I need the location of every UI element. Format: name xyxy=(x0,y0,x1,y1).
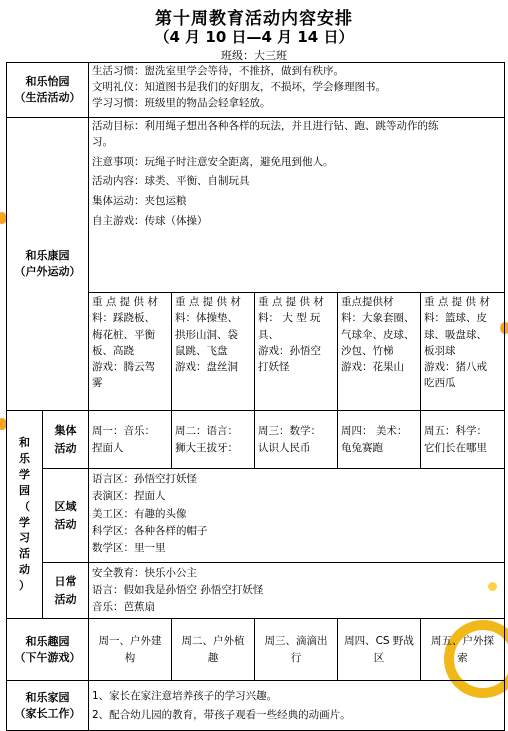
list-item: 习。 xyxy=(92,135,113,148)
list-item: 自主游戏：传球（体操） xyxy=(92,214,208,227)
list-item: 1、家长在家注意培养孩子的学习兴趣。 xyxy=(92,690,278,703)
page-title: 第十周教育活动内容安排 xyxy=(155,9,353,29)
learning-group-row xyxy=(7,411,505,469)
group-activity-label: 集体 活动 xyxy=(43,411,89,469)
list-item: 生活习惯：盥洗室里学会等待，不推挤，做到有秩序。 xyxy=(92,65,344,77)
area-activity-content xyxy=(89,469,505,563)
fun-day-3: 周三、滴滴出 行 xyxy=(255,619,338,681)
schedule-table xyxy=(6,62,505,731)
daily-activity-label: 日常 活动 xyxy=(43,563,89,619)
outdoor-content xyxy=(89,118,505,293)
class-name: 班级：大三班 xyxy=(221,49,287,62)
list-item: 数学区：里一里 xyxy=(92,542,166,555)
list-item: 表演区：捏面人 xyxy=(92,490,166,503)
list-item: 学习习惯：班级里的物品会轻拿轻放。 xyxy=(92,96,271,109)
station-5: 重 点 提 供 材 料：篮球、皮 球、吸盘球、 板羽球 游戏：猪八戒 吃西瓜 xyxy=(421,293,505,411)
life-label: 和乐怡园 （生活活动） xyxy=(7,63,89,118)
list-item: 美工区：有趣的头像 xyxy=(92,507,187,520)
outdoor-label: 和乐康园 （户外运动） xyxy=(7,118,89,411)
group-day-3: 周三：数学： 认识人民币 xyxy=(255,411,338,469)
home-row xyxy=(7,681,505,731)
list-item: 安全教育：快乐小公主 xyxy=(92,567,197,579)
group-day-4: 周四： 美术： 龟兔赛跑 xyxy=(338,411,421,469)
group-day-5: 周五：科学： 它们长在哪里 xyxy=(421,411,505,469)
daily-activity-content xyxy=(89,563,505,619)
list-item: 注意事项：玩绳子时注意安全距离，避免甩到他人。 xyxy=(92,155,334,168)
list-item: 活动内容：球类、平衡、自制玩具 xyxy=(92,175,250,188)
list-item: 集体运动：夹包运粮 xyxy=(92,195,187,207)
group-day-2: 周二：语言： 狮大王拔牙： xyxy=(172,411,255,469)
list-item: 语言：假如我是孙悟空 孙悟空打妖怪 xyxy=(92,583,264,596)
group-day-1: 周一：音乐： 捏面人 xyxy=(89,411,172,469)
learning-label: 和 乐 学 园 （ 学 习 活 动 ） xyxy=(7,411,43,619)
list-item: 科学区：各种各样的帽子 xyxy=(92,524,208,537)
learning-area-row xyxy=(7,469,505,563)
life-content xyxy=(89,63,505,118)
fun-day-4: 周四、CS 野战 区 xyxy=(338,619,421,681)
fun-day-5: 周五、户外探 索 xyxy=(421,619,505,681)
station-2: 重 点 提 供 材 料：体操垫、 拱形山洞、袋 鼠跳、飞盘 游戏：盘丝洞 xyxy=(172,293,255,411)
list-item: 2、配合幼儿园的教育，带孩子观看一些经典的动画片。 xyxy=(92,708,351,721)
list-item: 活动目标：利用绳子想出各种各样的玩法，并且进行钻、跑、跳等动作的练 xyxy=(92,120,439,132)
list-item: 音乐：芭蕉扇 xyxy=(92,600,155,613)
date-range: （4 月 10 日—4 月 14 日） xyxy=(154,28,354,46)
list-item: 文明礼仪：知道图书是我们的好朋友，不损坏，学会修理图书。 xyxy=(92,80,386,93)
home-content xyxy=(89,681,505,731)
station-4: 重点提供材 料：大象套圈、 气球伞、皮球、 沙包、竹梯 游戏：花果山 xyxy=(338,293,421,411)
fun-row xyxy=(7,619,505,681)
station-3: 重 点 提 供 材 料： 大 型 玩 具、 游戏：孙悟空 打妖怪 xyxy=(255,293,338,411)
station-1: 重 点 提 供 材 料：踩跷板、 梅花桩、平衡 板、高跷 游戏：腾云驾 雾 xyxy=(89,293,172,411)
fun-day-1: 周一、户外建 构 xyxy=(89,619,172,681)
area-activity-label: 区域 活动 xyxy=(43,469,89,563)
list-item: 语言区：孙悟空打妖怪 xyxy=(92,473,197,485)
life-row xyxy=(7,63,505,118)
fun-label: 和乐趣园 （下午游戏） xyxy=(7,619,89,681)
learning-daily-row xyxy=(7,563,505,619)
outdoor-row xyxy=(7,118,505,293)
home-label: 和乐家园 （家长工作） xyxy=(7,681,89,731)
fun-day-2: 周二、户外植 趣 xyxy=(172,619,255,681)
